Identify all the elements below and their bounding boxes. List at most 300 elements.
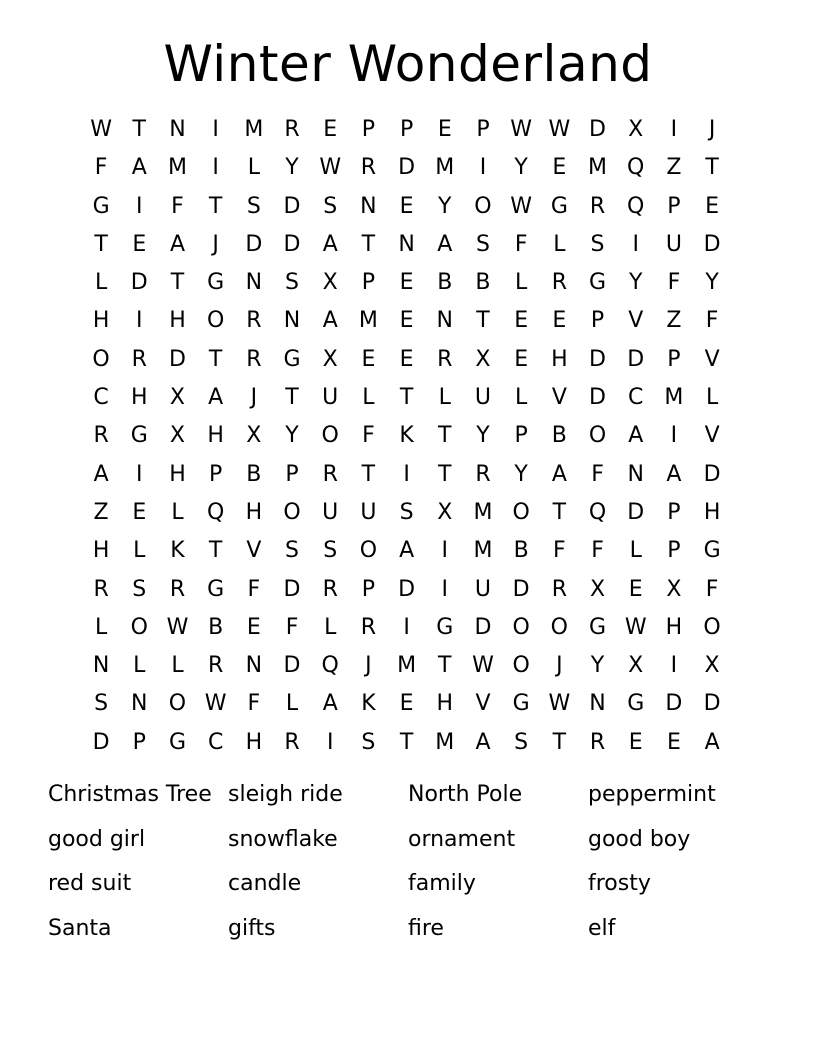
grid-letter: S [285, 538, 300, 564]
grid-letter: D [398, 576, 416, 602]
grid-letter: U [360, 499, 377, 525]
grid-letter: B [437, 270, 453, 296]
grid-letter: T [438, 461, 452, 487]
grid-letter: S [285, 270, 300, 296]
grid-letter: X [437, 499, 453, 525]
grid-letter: O [512, 653, 530, 679]
grid-letter: E [552, 155, 567, 181]
grid-letter: L [94, 270, 108, 296]
grid-letter: W [548, 691, 571, 717]
grid-letter: G [512, 691, 530, 717]
grid-letter: E [514, 346, 529, 372]
grid-letter: E [628, 729, 643, 755]
grid-letter: H [169, 308, 186, 334]
grid-letter: B [208, 614, 224, 640]
grid-letter: E [705, 193, 720, 219]
grid-letter: Y [514, 461, 528, 487]
grid-letter: U [322, 499, 339, 525]
grid-letter: T [399, 729, 414, 755]
grid-letter: M [473, 499, 493, 525]
grid-letter: H [169, 461, 186, 487]
grid-letter: P [667, 499, 681, 525]
grid-letter: G [168, 729, 186, 755]
grid-letter: U [322, 385, 339, 411]
grid-letter: G [207, 576, 225, 602]
grid-letter: O [321, 423, 339, 449]
grid-letter: X [628, 117, 644, 142]
grid-letter: D [283, 231, 301, 257]
grid-letter: R [551, 576, 567, 602]
grid-letter: D [589, 117, 606, 142]
grid-letter: R [589, 729, 606, 755]
grid-letter: L [438, 385, 451, 411]
grid-letter: G [130, 423, 148, 449]
grid-letter: F [514, 231, 528, 257]
grid-letter: X [589, 576, 606, 602]
grid-letter: V [475, 691, 491, 717]
word-list-item: ornament [408, 826, 516, 852]
grid-letter: O [92, 346, 110, 372]
grid-letter: P [361, 270, 376, 296]
grid-letter: L [515, 385, 528, 411]
grid-letter: M [435, 729, 455, 755]
grid-letter: H [245, 729, 263, 755]
grid-letter: E [552, 308, 567, 334]
grid-letter: Y [514, 155, 528, 181]
grid-letter: I [136, 461, 143, 487]
grid-letter: D [92, 729, 110, 755]
grid-letter: G [283, 346, 301, 372]
grid-letter: T [285, 385, 299, 411]
grid-letter: I [670, 423, 678, 449]
grid-letter: A [551, 461, 567, 487]
grid-letter: R [208, 653, 224, 679]
grid-letter: E [132, 499, 147, 525]
grid-letter: E [514, 308, 529, 334]
word-list-item: candle [228, 871, 302, 897]
grid-letter: F [705, 308, 719, 334]
grid-letter: R [360, 614, 377, 640]
grid-letter: E [399, 270, 414, 296]
grid-letter: G [589, 270, 607, 296]
grid-letter: P [667, 538, 681, 564]
grid-letter: I [212, 155, 219, 181]
grid-letter: S [361, 729, 376, 755]
grid-letter: D [589, 385, 606, 411]
grid-letter: X [322, 346, 338, 372]
grid-letter: Q [627, 155, 645, 181]
grid-letter: D [703, 691, 721, 717]
grid-letter: H [245, 499, 263, 525]
grid-letter: F [94, 155, 108, 181]
word-list-item: elf [588, 915, 616, 941]
grid-letter: E [437, 117, 452, 142]
grid-letter: I [670, 117, 678, 142]
grid-letter: M [358, 308, 378, 334]
grid-letter: R [437, 346, 453, 372]
grid-letter: E [399, 346, 414, 372]
grid-letter: L [629, 538, 642, 564]
grid-letter: X [169, 385, 185, 411]
grid-letter: W [90, 117, 112, 142]
grid-letter: N [398, 231, 415, 257]
grid-letter: N [131, 691, 148, 717]
grid-letter: O [168, 691, 187, 717]
grid-letter: G [207, 270, 225, 296]
word-list-item: sleigh ride [228, 782, 343, 807]
grid-letter: D [703, 461, 721, 487]
grid-letter: X [666, 576, 682, 602]
grid-letter: D [589, 346, 606, 372]
grid-letter: L [247, 155, 260, 181]
grid-letter: L [94, 614, 108, 640]
grid-letter: D [512, 576, 530, 602]
word-list-item: gifts [228, 915, 276, 941]
grid-letter: S [399, 499, 414, 525]
grid-letter: V [551, 385, 567, 411]
grid-letter: W [319, 155, 342, 181]
grid-letter: O [703, 614, 721, 640]
grid-letter: W [472, 653, 494, 679]
grid-letter: N [627, 461, 644, 487]
grid-letter: P [132, 729, 146, 755]
grid-letter: I [136, 308, 143, 334]
grid-letter: N [436, 308, 454, 334]
grid-letter: X [628, 653, 644, 679]
grid-letter: Q [627, 193, 645, 219]
grid-letter: O [130, 614, 148, 640]
grid-letter: C [628, 385, 644, 411]
grid-letter: R [551, 270, 567, 296]
grid-letter: H [436, 691, 454, 717]
grid-letter: L [285, 691, 299, 717]
grid-letter: Y [285, 423, 299, 449]
grid-letter: T [208, 538, 223, 564]
grid-letter: D [398, 155, 416, 181]
grid-letter: H [131, 385, 148, 411]
grid-letter: S [475, 231, 490, 257]
word-list-item: good girl [48, 826, 146, 852]
grid-letter: R [284, 729, 300, 755]
grid-letter: O [283, 499, 301, 525]
grid-letter: D [703, 231, 721, 257]
grid-letter: R [589, 193, 606, 219]
grid-letter: X [246, 423, 262, 449]
grid-letter: O [206, 308, 225, 334]
grid-letter: Y [285, 155, 299, 181]
word-list-item: family [408, 871, 476, 897]
grid-letter: A [399, 538, 415, 564]
grid-letter: C [207, 729, 224, 755]
grid-letter: R [93, 423, 109, 449]
grid-letter: V [246, 538, 262, 564]
grid-letter: S [246, 193, 261, 219]
grid-letter: M [244, 117, 264, 142]
grid-letter: Z [666, 308, 682, 334]
grid-letter: D [283, 576, 301, 602]
grid-letter: B [475, 270, 491, 296]
grid-letter: O [512, 614, 530, 640]
grid-letter: E [399, 193, 414, 219]
grid-letter: D [168, 346, 186, 372]
grid-letter: R [322, 461, 338, 487]
page-title: Winter Wonderland [163, 35, 653, 93]
grid-letter: J [556, 653, 563, 679]
grid-letter: T [361, 231, 376, 257]
grid-letter: F [591, 461, 604, 487]
grid-letter: N [245, 270, 263, 296]
grid-letter: I [403, 614, 410, 640]
grid-letter: F [247, 691, 261, 717]
word-list-item: frosty [588, 871, 651, 897]
grid-letter: V [704, 346, 720, 372]
grid-letter: N [589, 691, 606, 717]
grid-letter: U [665, 231, 682, 257]
grid-letter: Q [321, 653, 339, 679]
grid-letter: D [245, 231, 263, 257]
grid-letter: N [283, 308, 301, 334]
grid-letter: R [360, 155, 377, 181]
grid-letter: R [131, 346, 147, 372]
word-list-item: good boy [588, 826, 691, 852]
grid-letter: N [92, 653, 110, 679]
grid-letter: H [207, 423, 224, 449]
grid-letter: T [552, 729, 567, 755]
grid-letter: O [474, 193, 492, 219]
grid-letter: Y [628, 270, 643, 296]
grid-letter: D [474, 614, 492, 640]
grid-letter: N [360, 193, 377, 219]
grid-letter: X [475, 346, 491, 372]
grid-letter: T [552, 499, 567, 525]
grid-letter: T [399, 385, 414, 411]
grid-letter: H [92, 538, 110, 564]
grid-letter: S [323, 193, 338, 219]
grid-letter: R [169, 576, 186, 602]
grid-letter: Z [93, 499, 109, 525]
grid-letter: E [323, 117, 338, 142]
grid-letter: G [589, 614, 607, 640]
grid-letter: P [667, 193, 681, 219]
grid-letter: L [133, 538, 146, 564]
grid-letter: E [399, 308, 414, 334]
grid-letter: S [132, 576, 147, 602]
grid-letter: W [510, 193, 533, 219]
grid-letter: J [708, 117, 716, 142]
grid-letter: I [136, 193, 143, 219]
grid-letter: W [548, 117, 571, 142]
grid-letter: B [246, 461, 262, 487]
grid-letter: T [438, 423, 452, 449]
grid-letter: T [132, 117, 146, 142]
grid-letter: W [510, 117, 533, 142]
grid-letter: M [435, 155, 455, 181]
grid-letter: W [204, 691, 227, 717]
grid-letter: E [246, 614, 261, 640]
grid-letter: Y [476, 423, 490, 449]
grid-letter: T [208, 193, 223, 219]
grid-letter: M [588, 155, 608, 181]
grid-letter: T [361, 461, 376, 487]
grid-letter: R [246, 346, 262, 372]
grid-letter: V [628, 308, 644, 334]
grid-letter: L [133, 653, 146, 679]
grid-letter: B [513, 538, 529, 564]
grid-letter: O [512, 499, 530, 525]
grid-letter: J [250, 385, 258, 411]
grid-letter: L [324, 614, 337, 640]
grid-letter: L [171, 499, 184, 525]
grid-letter: O [550, 614, 568, 640]
grid-letter: A [208, 385, 224, 411]
grid-letter: V [704, 423, 720, 449]
grid-letter: M [473, 538, 493, 564]
grid-letter: P [399, 117, 414, 142]
grid-letter: W [624, 614, 647, 640]
grid-letter: A [437, 231, 453, 257]
grid-letter: P [361, 576, 376, 602]
grid-letter: J [212, 231, 219, 257]
grid-letter: E [132, 231, 147, 257]
grid-letter: H [703, 499, 721, 525]
grid-letter: S [94, 691, 109, 717]
grid-letter: A [322, 231, 338, 257]
grid-letter: P [514, 423, 528, 449]
grid-letter: D [665, 691, 683, 717]
grid-letter: Z [666, 155, 682, 181]
grid-letter: U [474, 576, 492, 602]
grid-letter: F [247, 576, 261, 602]
grid-letter: K [170, 538, 185, 564]
grid-letter: L [515, 270, 528, 296]
grid-letter: P [285, 461, 299, 487]
grid-letter: F [705, 576, 719, 602]
grid-letter: L [362, 385, 375, 411]
grid-letter: R [284, 117, 300, 142]
grid-letter: E [361, 346, 376, 372]
grid-letter: R [246, 308, 262, 334]
grid-letter: I [403, 461, 410, 487]
word-list-item: Christmas Tree [48, 782, 212, 807]
grid-letter: F [591, 538, 604, 564]
grid-letter: S [590, 231, 605, 257]
grid-letter: Y [705, 270, 719, 296]
grid-letter: I [441, 576, 449, 602]
grid-letter: E [628, 576, 643, 602]
grid-letter: P [209, 461, 223, 487]
grid-letter: G [703, 538, 721, 564]
grid-letter: Q [206, 499, 225, 525]
grid-letter: F [362, 423, 375, 449]
grid-letter: O [588, 423, 607, 449]
grid-letter: H [92, 308, 110, 334]
grid-letter: G [436, 614, 454, 640]
grid-letter: P [361, 117, 376, 142]
grid-letter: T [438, 653, 452, 679]
grid-letter: R [475, 461, 491, 487]
grid-letter: L [705, 385, 719, 411]
letter-grid [82, 111, 732, 762]
grid-letter: D [627, 346, 645, 372]
word-list-item: red suit [48, 871, 132, 897]
grid-letter: M [167, 155, 187, 181]
grid-letter: F [553, 538, 566, 564]
grid-letter: T [208, 346, 223, 372]
grid-letter: D [283, 193, 301, 219]
grid-letter: B [551, 423, 567, 449]
grid-letter: A [475, 729, 491, 755]
grid-letter: G [92, 193, 110, 219]
grid-letter: G [550, 193, 568, 219]
grid-letter: A [704, 729, 720, 755]
grid-letter: P [667, 346, 681, 372]
grid-letter: I [670, 653, 678, 679]
grid-letter: I [326, 729, 334, 755]
grid-letter: W [166, 614, 189, 640]
grid-letter: R [322, 576, 338, 602]
grid-letter: L [553, 231, 566, 257]
grid-letter: X [322, 270, 338, 296]
grid-letter: M [664, 385, 684, 411]
grid-letter: F [285, 614, 299, 640]
grid-letter: Q [588, 499, 607, 525]
grid-letter: P [476, 117, 490, 142]
grid-letter: F [171, 193, 184, 219]
grid-letter: I [441, 538, 449, 564]
grid-letter: I [212, 117, 219, 142]
grid-letter: D [130, 270, 148, 296]
word-list [48, 773, 768, 951]
grid-letter: A [131, 155, 147, 181]
grid-letter: J [365, 653, 372, 679]
grid-letter: S [514, 729, 529, 755]
grid-letter: P [590, 308, 605, 334]
grid-letter: I [479, 155, 487, 181]
grid-letter: D [627, 499, 645, 525]
word-list-item: snowflake [228, 826, 338, 852]
grid-letter: X [169, 423, 185, 449]
grid-letter: X [704, 653, 720, 679]
grid-letter: O [359, 538, 378, 564]
grid-letter: C [93, 385, 109, 411]
grid-letter: M [397, 653, 417, 679]
grid-letter: S [323, 538, 338, 564]
word-list-item: fire [408, 915, 444, 941]
grid-letter: U [474, 385, 492, 411]
grid-letter: E [399, 691, 414, 717]
grid-letter: G [627, 691, 645, 717]
grid-letter: T [705, 155, 719, 181]
grid-letter: A [169, 231, 185, 257]
grid-letter: E [666, 729, 681, 755]
grid-letter: T [94, 231, 108, 257]
grid-letter: T [170, 270, 185, 296]
grid-letter: N [169, 117, 186, 142]
word-list-item: North Pole [408, 782, 523, 807]
grid-letter: D [283, 653, 301, 679]
word-list-item: peppermint [588, 782, 716, 807]
grid-letter: N [245, 653, 263, 679]
word-list-item: Santa [48, 915, 112, 941]
grid-letter: A [628, 423, 644, 449]
grid-letter: H [551, 346, 568, 372]
grid-letter: I [632, 231, 639, 257]
grid-letter: T [476, 308, 490, 334]
grid-letter: A [322, 691, 338, 717]
grid-letter: A [93, 461, 109, 487]
grid-letter: F [667, 270, 681, 296]
grid-letter: A [322, 308, 338, 334]
